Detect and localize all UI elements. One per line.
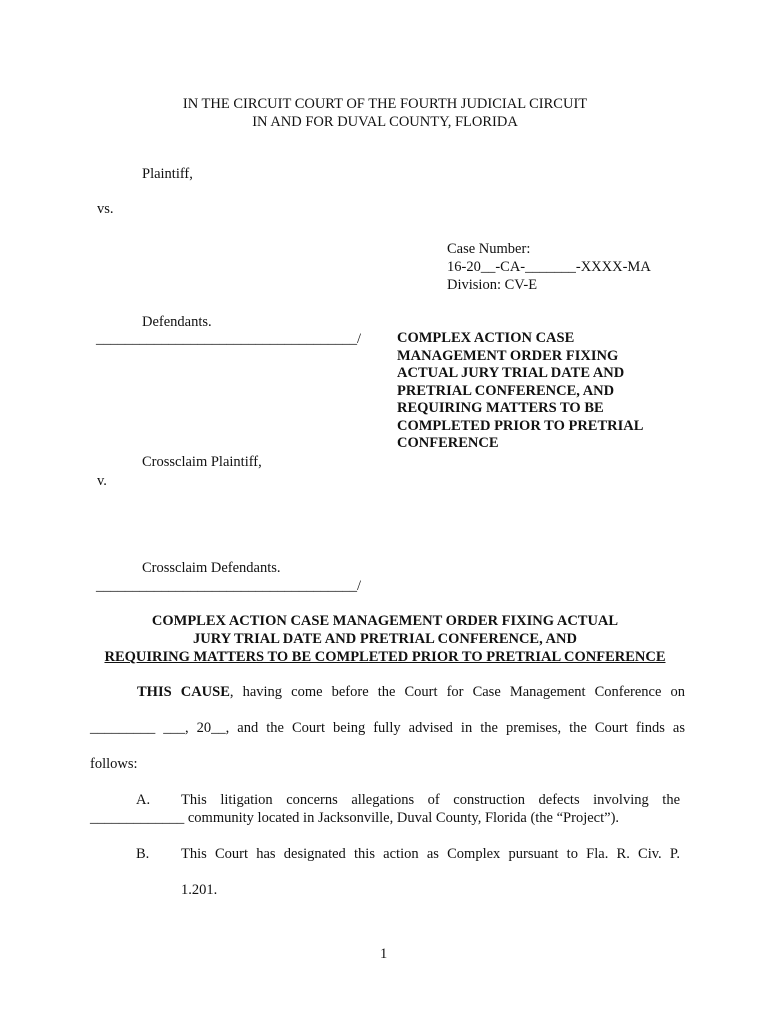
this-cause-label: THIS CAUSE [137,684,230,700]
body-line-1 [137,683,685,701]
court-header [0,95,770,131]
finding-a-line-2: _____________ community located in Jacksonville, Duval County, Florida (the “Project”). [90,810,620,826]
finding-b-letter: B. [136,846,150,862]
order-title [0,612,770,666]
crossclaim-plaintiff-label: Crossclaim Plaintiff, [142,454,262,470]
vs-label: vs. [97,201,114,217]
case-number-label: Case Number: [447,241,531,257]
finding-b-line-2: 1.201. [181,882,218,898]
defendants-label: Defendants. [142,314,212,330]
v-label: v. [97,473,107,489]
division-label: Division: CV-E [447,277,538,293]
court-header-line1: IN THE CIRCUIT COURT OF THE FOURTH JUDICIAL CIRCUIT [182,96,588,112]
plaintiff-label: Plaintiff, [142,166,193,182]
finding-b-line-1: This Court has designated this action as Complex pursuant to Fla. R. Civ. P. [181,846,680,862]
caption-separator-1: ____________________________________/ [96,331,362,347]
caption-separator-2: ____________________________________/ [96,578,362,594]
body-line-2: _________ ___, 20__, and the Court being fully advised in the premises, the Court finds as [90,720,685,736]
finding-a-letter: A. [136,792,151,808]
case-number-value: 16-20__-CA-_______-XXXX-MA [447,259,651,275]
order-title-line2: JURY TRIAL DATE AND PRETRIAL CONFERENCE, AND [193,631,577,647]
court-header-line2: IN AND FOR DUVAL COUNTY, FLORIDA [252,114,518,130]
order-title-line1: COMPLEX ACTION CASE MANAGEMENT ORDER FIXING ACTUAL [151,613,619,629]
body-line-1-rest: , having come before the Court for Case Management Conference on [229,684,685,700]
crossclaim-defendants-label: Crossclaim Defendants. [142,560,281,576]
side-title: COMPLEX ACTION CASE MANAGEMENT ORDER FIXING ACTUAL JURY TRIAL DATE AND PRETRIAL CONFERENCE, AND REQUIRING MATTERS TO BE COMPLETED PRIOR TO PRETRIAL CONFERENCE [397,330,643,451]
page-number: 1 [380,946,388,962]
order-title-line3: REQUIRING MATTERS TO BE COMPLETED PRIOR TO PRETRIAL CONFERENCE [104,649,666,665]
body-line-3: follows: [90,756,138,772]
finding-a-line-1: This litigation concerns allegations of construction defects involving the [181,792,680,808]
